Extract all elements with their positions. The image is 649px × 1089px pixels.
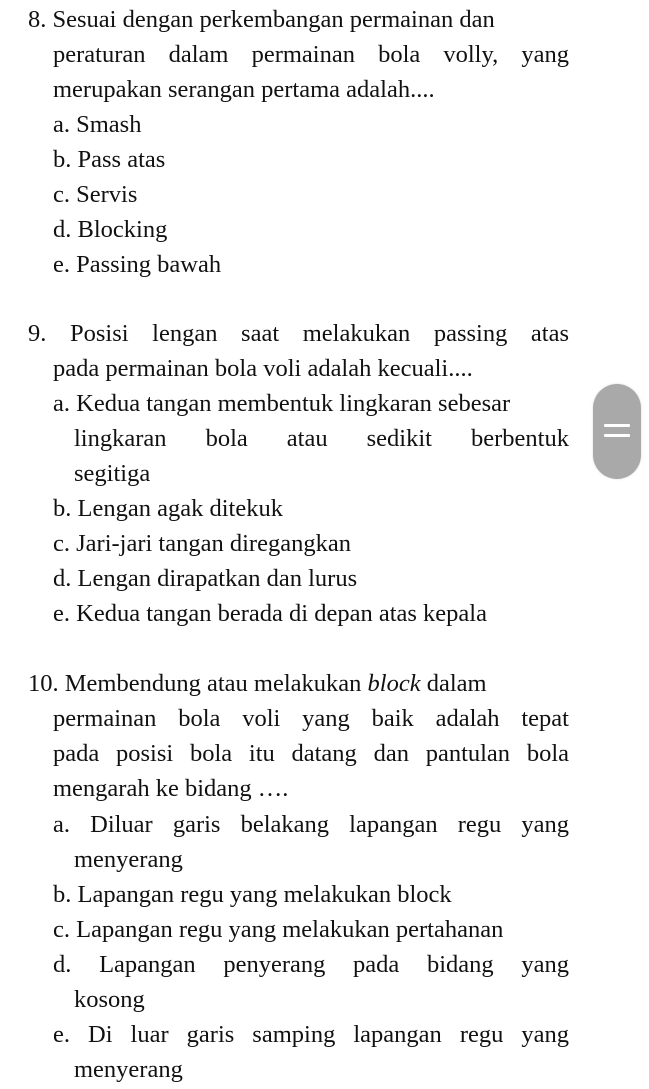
question-9-option-b: b. Lengan agak ditekuk	[53, 495, 283, 522]
question-9-stem-line-1	[28, 316, 569, 351]
question-9-option-c: c. Jari-jari tangan diregangkan	[53, 530, 351, 557]
question-10-stem-line-2: permainan bola voli yang baik adalah tepat	[53, 705, 569, 732]
scroll-drag-handle[interactable]	[593, 384, 641, 479]
question-10-option-a-line-1: a. Diluar garis belakang lapangan regu yang	[53, 811, 569, 838]
question-9-stem-line-2: pada permainan bola voli adalah kecuali....	[53, 355, 473, 382]
question-9-option-a-line-1: a. Kedua tangan membentuk lingkaran sebesar	[53, 390, 511, 417]
question-8-number: 8.	[28, 6, 47, 33]
question-10-option-e-line-2: menyerang	[74, 1056, 183, 1083]
question-8-stem-line-1	[28, 2, 570, 37]
question-9-option-d: d. Lengan dirapatkan dan lurus	[53, 565, 358, 592]
question-10-stem-line-1	[28, 666, 570, 701]
question-10-stem-text-before: Membendung atau melakukan	[64, 670, 368, 697]
question-10-number: 10.	[28, 670, 59, 697]
question-8-option-d: d. Blocking	[53, 216, 168, 243]
question-10-option-e-line-1: e. Di luar garis samping lapangan regu yang	[53, 1021, 569, 1048]
drag-handle-icon	[604, 424, 630, 427]
question-8-option-c: c. Servis	[53, 181, 138, 208]
question-10-option-c: c. Lapangan regu yang melakukan pertahanan	[53, 916, 504, 943]
question-10-option-b: b. Lapangan regu yang melakukan block	[53, 881, 452, 908]
question-8-option-b: b. Pass atas	[53, 146, 166, 173]
question-9-stem-text-1: Posisi lengan saat melakukan passing atas	[69, 320, 570, 347]
question-10-stem-text-after: dalam	[420, 670, 487, 697]
question-10-stem-line-4: mengarah ke bidang ….	[53, 775, 289, 802]
question-9-option-a-line-2: lingkaran bola atau sedikit berbentuk	[74, 425, 569, 452]
question-8-stem-text-1: Sesuai dengan perkembangan permainan dan	[52, 6, 495, 33]
question-8-stem-line-3: merupakan serangan pertama adalah....	[53, 76, 435, 103]
question-10-stem-italic: block	[367, 670, 421, 697]
question-10-option-d-line-2: kosong	[74, 986, 145, 1013]
question-9-option-e: e. Kedua tangan berada di depan atas kepala	[53, 600, 487, 627]
drag-handle-icon-line	[604, 434, 630, 437]
question-10-option-d-line-1: d. Lapangan penyerang pada bidang yang	[53, 951, 569, 978]
question-8-option-a: a. Smash	[53, 111, 142, 138]
question-9-option-a-line-3: segitiga	[74, 460, 151, 487]
question-8-stem-line-2: peraturan dalam permainan bola volly, yang	[53, 41, 569, 68]
question-10-option-a-line-2: menyerang	[74, 846, 183, 873]
question-10-stem-line-3: pada posisi bola itu datang dan pantulan bola	[53, 740, 569, 767]
question-8-option-e: e. Passing bawah	[53, 251, 222, 278]
question-9-number: 9.	[28, 320, 47, 347]
